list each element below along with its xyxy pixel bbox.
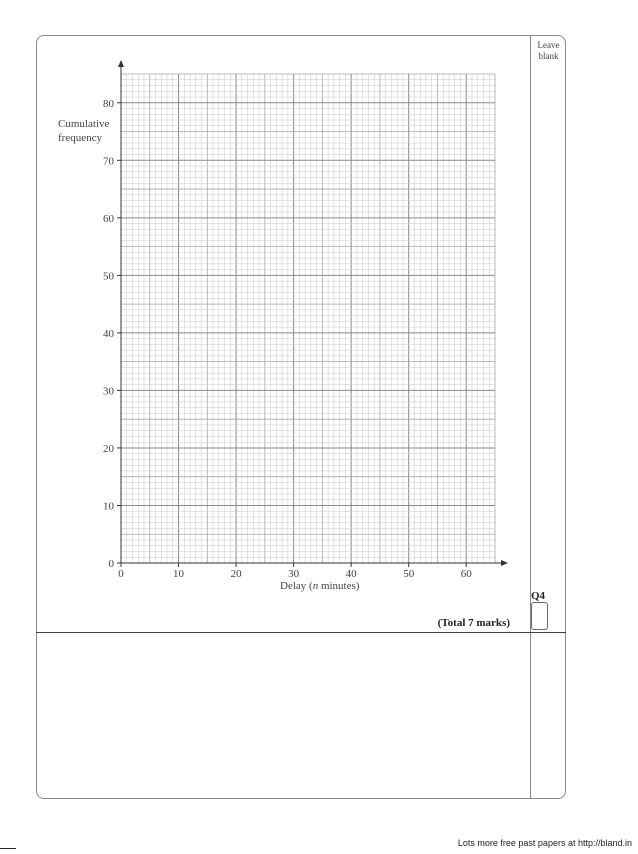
y-tick-label: 50 — [103, 270, 114, 283]
y-tick-label: 70 — [103, 155, 114, 168]
x-tick-label: 30 — [288, 568, 300, 580]
y-axis-arrow-icon — [118, 60, 124, 67]
y-tick-label: 30 — [103, 385, 114, 398]
x-tick-label: 40 — [345, 568, 357, 580]
x-tick-label: 60 — [460, 568, 472, 580]
y-axis-label-line-2: frequency — [58, 132, 102, 144]
x-axis-label — [280, 580, 359, 592]
x-axis-label-suffix: minutes) — [318, 580, 360, 592]
y-tick-label: 10 — [103, 500, 114, 513]
question-number: Q4 — [531, 590, 546, 602]
x-tick-label: 50 — [403, 568, 415, 580]
blank-text: blank — [538, 51, 559, 61]
x-tick-label: 0 — [118, 568, 124, 580]
y-axis-label — [58, 117, 109, 145]
y-tick-label: 20 — [103, 442, 114, 455]
y-tick-label: 60 — [103, 212, 114, 225]
y-tick-label: 80 — [103, 97, 114, 110]
y-tick-label: 40 — [103, 327, 114, 340]
y-tick-label: 0 — [108, 558, 114, 570]
x-axis-label-variable: n — [312, 580, 319, 592]
footer-text[interactable]: Lots more free past papers at http://bland.in — [457, 838, 632, 848]
x-tick-label: 10 — [173, 568, 185, 580]
x-tick-label: 20 — [230, 568, 242, 580]
corner-mark — [0, 848, 16, 849]
total-marks: (Total 7 marks) — [437, 617, 510, 629]
x-axis-label-prefix: Delay ( — [280, 580, 313, 592]
x-axis-arrow-icon — [501, 560, 508, 566]
leave-text: Leave — [537, 40, 560, 50]
y-axis-label-line-1: Cumulative — [58, 118, 110, 130]
